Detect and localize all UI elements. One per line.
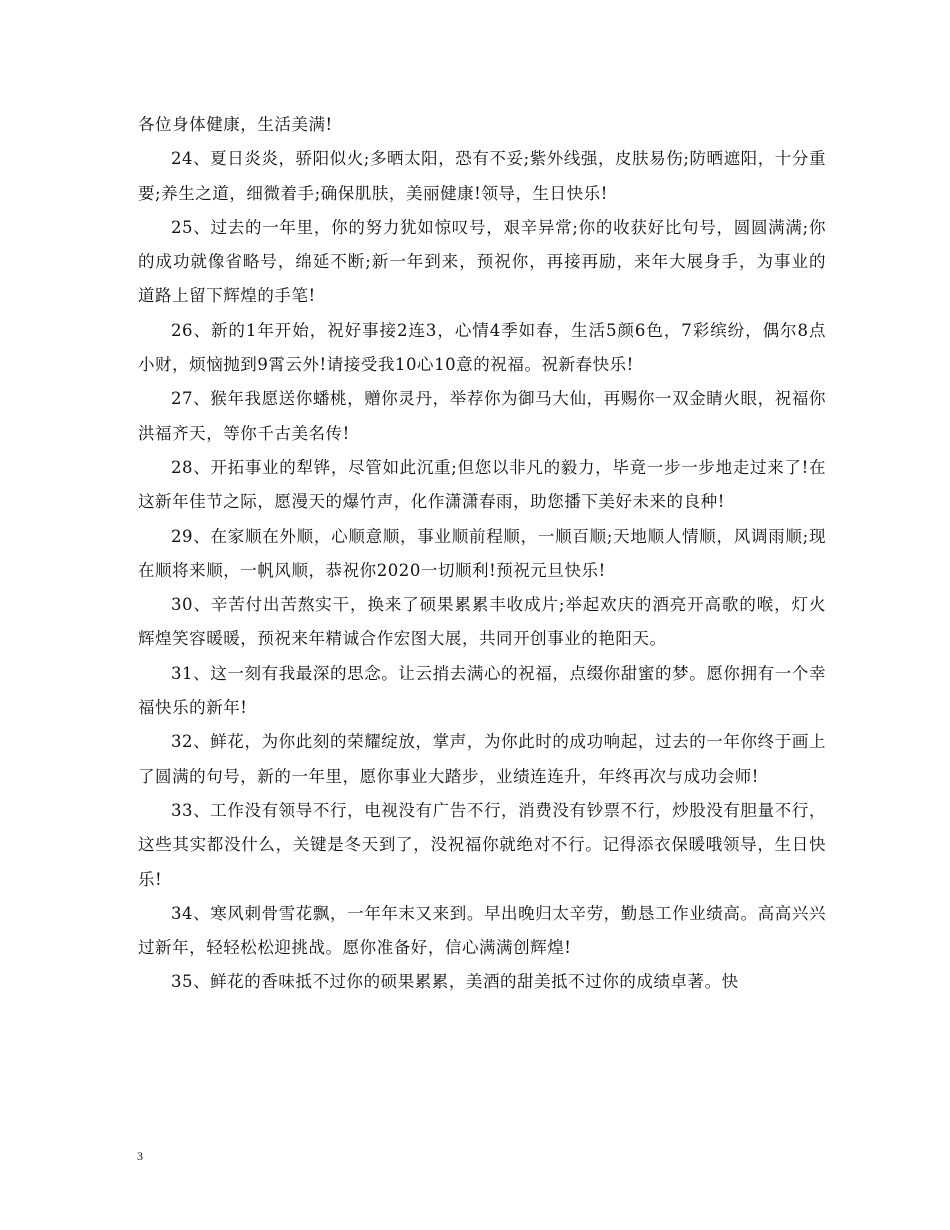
paragraph-33: 33、工作没有领导不行，电视没有广告不行，消费没有钞票不行，炒股没有胆量不行，这些其实都没什么，关键是冬天到了，没祝福你就绝对不行。记得添衣保暖哦领导，生日快乐! [138, 800, 826, 889]
paragraph-27: 27、猴年我愿送你蟠桃，赠你灵丹，举荐你为御马大仙，再赐你一双金睛火眼，祝福你洪福齐天，等你千古美名传! [138, 389, 826, 443]
paragraph-35: 35、鲜花的香味抵不过你的硕果累累，美酒的甜美抵不过你的成绩卓著。快 [171, 972, 739, 992]
paragraph-31: 31、这一刻有我最深的思念。让云捎去满心的祝福，点缀你甜蜜的梦。愿你拥有一个幸福快乐的新年! [138, 663, 826, 718]
document-body [138, 108, 826, 1000]
paragraph-34: 34、寒风刺骨雪花飘，一年年末又来到。早出晚归太辛劳，勤恳工作业绩高。高高兴兴过新年，轻轻松松迎挑战。愿你准备好，信心满满创辉煌! [138, 903, 826, 958]
page-number: 3 [137, 1149, 143, 1163]
paragraph-25: 25、过去的一年里，你的努力犹如惊叹号，艰辛异常;你的收获好比句号，圆圆满满;你的成功就像省略号，绵延不断;新一年到来，预祝你，再接再励，来年大展身手，为事业的道路上留下辉煌的手笔! [138, 217, 826, 306]
paragraph-32: 32、鲜花，为你此刻的荣耀绽放，掌声，为你此时的成功响起，过去的一年你终于画上了圆满的句号，新的一年里，愿你事业大踏步，业绩连连升，年终再次与成功会师! [138, 732, 826, 786]
paragraph-continuation: 各位身体健康，生活美满! [138, 115, 333, 134]
paragraph-28: 28、开拓事业的犁铧，尽管如此沉重;但您以非凡的毅力，毕竟一步一步地走过来了!在这新年佳节之际，愿漫天的爆竹声，化作潇潇春雨，助您播下美好未来的良种! [138, 457, 826, 512]
paragraph-29: 29、在家顺在外顺，心顺意顺，事业顺前程顺，一顺百顺;天地顺人情顺，风调雨顺;现在顺将来顺，一帆风顺，恭祝你2020一切顺利!预祝元旦快乐! [138, 526, 826, 580]
paragraph-24: 24、夏日炎炎，骄阳似火;多晒太阳，恐有不妥;紫外线强，皮肤易伤;防晒遮阳，十分重要;养生之道，细微着手;确保肌肤，美丽健康!领导，生日快乐! [138, 149, 826, 203]
paragraph-30: 30、辛苦付出苦熬实干，换来了硕果累累丰收成片;举起欢庆的酒亮开高歌的喉，灯火辉煌笑容暖暖，预祝来年精诚合作宏图大展，共同开创事业的艳阳天。 [138, 595, 826, 649]
paragraph-26: 26、新的1年开始，祝好事接2连3，心情4季如春，生活5颜6色，7彩缤纷，偶尔8点小财，烦恼抛到9霄云外!请接受我10心10意的祝福。祝新春快乐! [138, 320, 826, 375]
